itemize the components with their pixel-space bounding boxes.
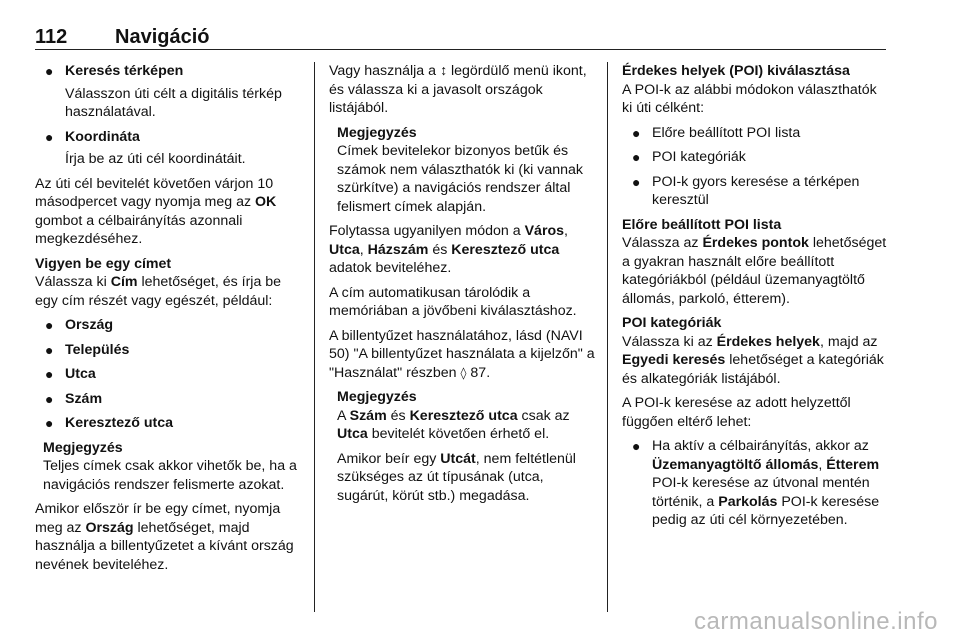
list-item: ● Település: [45, 341, 130, 358]
list-item: [35, 128, 300, 169]
bullet-icon: ●: [45, 128, 54, 145]
paragraph: Válassza ki Cím lehetőséget, és írja be egy cím részét vagy egészét, például:: [35, 274, 282, 309]
list-item: ● POI-k gyors keresése a térképen keresztül: [632, 173, 860, 208]
list-item: ● Keresztező utca: [45, 415, 174, 431]
bullet-icon: ●: [632, 124, 641, 141]
list-item: ● Ha aktív a célbairányítás, akkor az Üzemanyagtöltő állomás, Étterem POI-k keresése az útvonal mentén történik, a Parkolás POI-k keresése pedig az úti cél környezetében.: [632, 438, 880, 528]
list-item: ● Utca: [45, 366, 96, 382]
paragraph: A cím automatikusan tárolódik a memóriában a jövőbeni kiválasztáshoz.: [329, 284, 577, 319]
item-text: Válasszon úti célt a digitális térkép használatával.: [65, 85, 282, 120]
header-rule: [35, 49, 886, 50]
paragraph: Amikor először ír be egy címet, nyomja meg az Ország lehetőséget, majd használja a billentyűzetet a kívánt ország nevének beviteléhez.: [35, 501, 294, 573]
list-item: ● Szám: [45, 390, 103, 407]
bullet-icon: ●: [45, 63, 54, 79]
item-text: Írja be az úti cél koordinátáit.: [65, 151, 246, 167]
page-number: 112: [35, 26, 68, 48]
list-item: ● POI kategóriák: [632, 149, 746, 165]
list-item: ● Előre beállított POI lista: [632, 124, 801, 141]
bullet-icon: ●: [632, 173, 641, 190]
bullet-icon: ●: [45, 341, 54, 358]
paragraph: A POI-k az alábbi módokon választhatók ki úti célként:: [622, 81, 877, 116]
section-title: Navigáció: [115, 26, 210, 48]
paragraph: Az úti cél bevitelét követően várjon 10 másodpercet vagy nyomja meg az OK gombot a célbairányítás azonnali megkezdéséhez.: [35, 175, 277, 247]
dropdown-icon: ↕: [439, 63, 448, 79]
subheading: Vigyen be egy címet: [35, 255, 172, 272]
bullet-icon: ●: [45, 317, 54, 333]
bullet-icon: ●: [632, 438, 641, 454]
note-title: Megjegyzés: [43, 439, 123, 456]
paragraph: Válassza az Érdekes pontok lehetőséget a gyakran használt előre beállított kategóriákból (például üzemanyagtöltő állomás, parkoló, étterem).: [622, 235, 887, 307]
column-divider-1: [314, 62, 315, 612]
column-3: [622, 62, 890, 536]
note: [35, 439, 300, 495]
bullet-icon: ●: [45, 390, 54, 407]
note-title: Megjegyzés: [337, 124, 417, 141]
column-1: [35, 62, 300, 580]
note: Megjegyzés A Szám és Keresztező utca csak az Utca bevitelét követően érhető el. Amikor beír egy Utcát, nem feltétlenül szükséges az út típusának (utca, sugárút, körút stb.) megadása.: [329, 388, 597, 505]
list-item: ● Ország: [45, 317, 114, 333]
bullet-icon: ●: [45, 366, 54, 382]
item-title: Keresés térképen: [65, 63, 184, 79]
note: [329, 124, 597, 217]
page-header: [35, 8, 885, 48]
page-reference-icon: ◊: [460, 365, 467, 380]
paragraph: A POI-k keresése az adott helyzettől függően eltérő lehet:: [622, 395, 851, 430]
item-title: Koordináta: [65, 128, 140, 145]
column-2: [329, 62, 597, 511]
paragraph: Folytassa ugyanilyen módon a Város, Utca, Házszám és Keresztező utca adatok beviteléhez.: [329, 223, 568, 276]
paragraph: A billentyűzet használatához, lásd (NAVI 50) "A billentyűzet használata a kijelzőn" a "Használat" részben ◊ 87.: [329, 327, 595, 381]
column-divider-2: [607, 62, 608, 612]
list-item: [35, 62, 300, 122]
note-text: Teljes címek csak akkor vihetők be, ha a navigációs rendszer felismerte azokat.: [43, 458, 297, 493]
bullet-icon: ●: [45, 415, 54, 431]
bullet-icon: ●: [632, 149, 641, 165]
paragraph: Válassza ki az Érdekes helyek, majd az Egyedi keresés lehetőséget a kategóriák és alkategóriák listájából.: [622, 333, 884, 387]
note-text: Címek bevitelekor bizonyos betűk és számok nem választhatók ki (ki vannak szürkítve) a navigációs rendszer által felismert címek alapján.: [337, 143, 584, 215]
paragraph: Vagy használja a ↕ legördülő menü ikont, és válassza ki a javasolt országok listájából.: [329, 63, 587, 116]
note-title: Megjegyzés: [337, 389, 417, 405]
subheading: POI kategóriák: [622, 315, 722, 331]
subheading: Előre beállított POI lista: [622, 216, 782, 233]
watermark: carmanualsonline.info: [694, 608, 938, 635]
subheading: Érdekes helyek (POI) kiválasztása: [622, 63, 850, 79]
